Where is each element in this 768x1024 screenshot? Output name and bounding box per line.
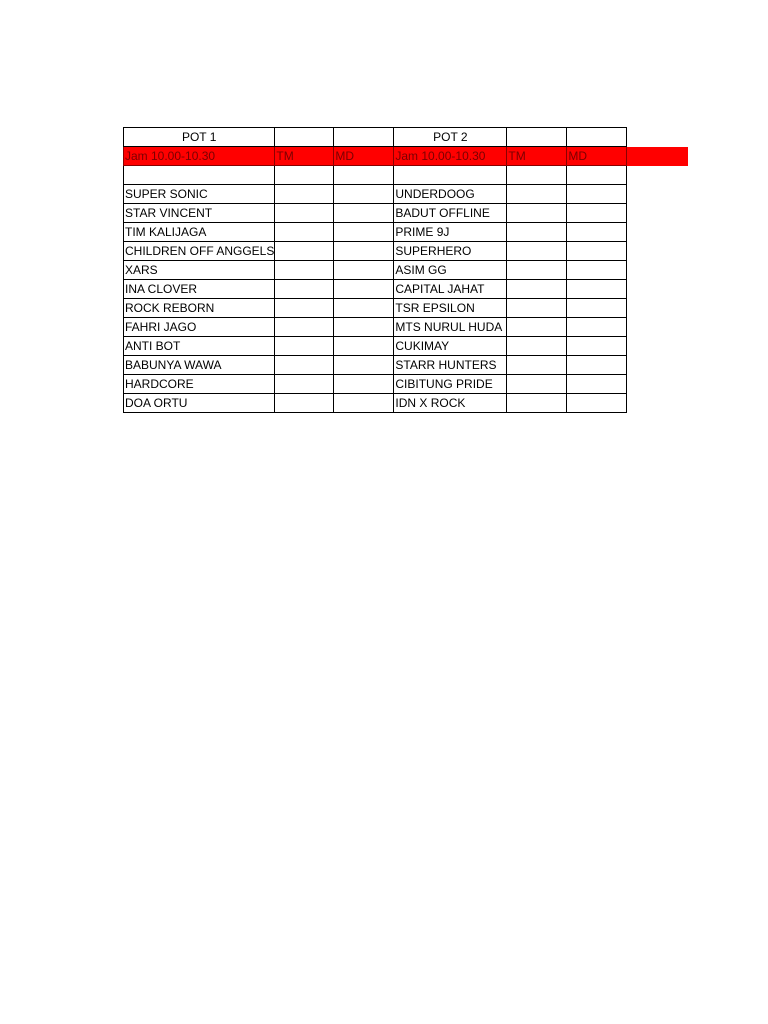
empty-cell xyxy=(334,298,394,317)
empty-cell xyxy=(334,241,394,260)
empty-cell xyxy=(275,184,334,203)
empty-cell xyxy=(507,355,567,374)
empty-cell xyxy=(275,317,334,336)
empty-cell xyxy=(507,374,567,393)
pot1-team-name: DOA ORTU xyxy=(124,393,275,412)
empty-cell xyxy=(275,355,334,374)
team-row xyxy=(124,336,627,355)
pot2-team-name: MTS NURUL HUDA xyxy=(394,317,507,336)
empty-cell xyxy=(275,241,334,260)
pot2-tm: TM xyxy=(507,147,567,166)
empty-cell xyxy=(334,203,394,222)
empty-cell xyxy=(275,336,334,355)
empty-cell xyxy=(275,298,334,317)
empty-cell xyxy=(567,166,627,185)
empty-cell xyxy=(334,317,394,336)
pot2-time: Jam 10.00-10.30 xyxy=(394,147,507,166)
empty-cell xyxy=(334,393,394,412)
highlight-row-extension xyxy=(627,147,688,166)
pot2-team-name: IDN X ROCK xyxy=(394,393,507,412)
empty-cell xyxy=(394,166,507,185)
team-row xyxy=(124,222,627,241)
pot1-team-name: STAR VINCENT xyxy=(124,203,275,222)
team-row xyxy=(124,317,627,336)
empty-cell xyxy=(334,184,394,203)
empty-cell xyxy=(507,336,567,355)
empty-cell xyxy=(567,298,627,317)
team-row xyxy=(124,279,627,298)
empty-cell xyxy=(275,166,334,185)
empty-cell xyxy=(124,166,275,185)
empty-cell xyxy=(507,317,567,336)
empty-cell xyxy=(507,222,567,241)
empty-cell xyxy=(275,393,334,412)
empty-cell xyxy=(275,279,334,298)
header-row xyxy=(124,128,627,147)
pot2-team-name: ASIM GG xyxy=(394,260,507,279)
empty-cell xyxy=(567,393,627,412)
pot1-team-name: FAHRI JAGO xyxy=(124,317,275,336)
pot2-team-name: STARR HUNTERS xyxy=(394,355,507,374)
pot1-tm: TM xyxy=(275,147,334,166)
team-row xyxy=(124,374,627,393)
empty-cell xyxy=(275,222,334,241)
pot1-team-name: XARS xyxy=(124,260,275,279)
pot2-team-name: CUKIMAY xyxy=(394,336,507,355)
pot1-team-name: ROCK REBORN xyxy=(124,298,275,317)
empty-cell xyxy=(334,374,394,393)
empty-cell xyxy=(507,203,567,222)
empty-cell xyxy=(567,336,627,355)
pot2-header: POT 2 xyxy=(394,128,507,147)
pot1-time: Jam 10.00-10.30 xyxy=(124,147,275,166)
pot1-team-name: BABUNYA WAWA xyxy=(124,355,275,374)
pot1-team-name: INA CLOVER xyxy=(124,279,275,298)
empty-cell xyxy=(334,166,394,185)
empty-cell xyxy=(275,203,334,222)
pot1-header: POT 1 xyxy=(124,128,275,147)
pot2-team-name: UNDERDOOG xyxy=(394,184,507,203)
pot1-team-name: ANTI BOT xyxy=(124,336,275,355)
pot2-md: MD xyxy=(567,147,627,166)
pot2-team-name: BADUT OFFLINE xyxy=(394,203,507,222)
empty-cell xyxy=(507,241,567,260)
empty-cell xyxy=(334,260,394,279)
blank-row xyxy=(124,166,627,185)
empty-cell xyxy=(567,374,627,393)
pot-schedule-table xyxy=(123,127,627,413)
pot1-team-name: TIM KALIJAGA xyxy=(124,222,275,241)
empty-cell xyxy=(567,222,627,241)
pot2-team-name: PRIME 9J xyxy=(394,222,507,241)
team-row xyxy=(124,355,627,374)
pot2-team-name: CAPITAL JAHAT xyxy=(394,279,507,298)
empty-cell xyxy=(567,279,627,298)
team-row xyxy=(124,393,627,412)
empty-cell xyxy=(507,298,567,317)
team-row xyxy=(124,260,627,279)
pot2-team-name: TSR EPSILON xyxy=(394,298,507,317)
empty-cell xyxy=(567,241,627,260)
empty-cell xyxy=(275,128,334,147)
pot2-team-name: CIBITUNG PRIDE xyxy=(394,374,507,393)
pot2-team-name: SUPERHERO xyxy=(394,241,507,260)
empty-cell xyxy=(275,374,334,393)
pot1-team-name: CHILDREN OFF ANGGELS xyxy=(124,241,275,260)
empty-cell xyxy=(507,393,567,412)
pot1-team-name: SUPER SONIC xyxy=(124,184,275,203)
empty-cell xyxy=(334,222,394,241)
team-row xyxy=(124,203,627,222)
empty-cell xyxy=(334,336,394,355)
empty-cell xyxy=(507,166,567,185)
empty-cell xyxy=(567,260,627,279)
empty-cell xyxy=(567,128,627,147)
empty-cell xyxy=(507,260,567,279)
empty-cell xyxy=(567,184,627,203)
team-row xyxy=(124,241,627,260)
schedule-row xyxy=(124,147,627,166)
empty-cell xyxy=(567,203,627,222)
empty-cell xyxy=(334,355,394,374)
empty-cell xyxy=(275,260,334,279)
empty-cell xyxy=(567,317,627,336)
empty-cell xyxy=(507,184,567,203)
pot1-md: MD xyxy=(334,147,394,166)
empty-cell xyxy=(507,279,567,298)
empty-cell xyxy=(334,279,394,298)
empty-cell xyxy=(567,355,627,374)
empty-cell xyxy=(507,128,567,147)
empty-cell xyxy=(334,128,394,147)
team-row xyxy=(124,298,627,317)
pot1-team-name: HARDCORE xyxy=(124,374,275,393)
team-row xyxy=(124,184,627,203)
